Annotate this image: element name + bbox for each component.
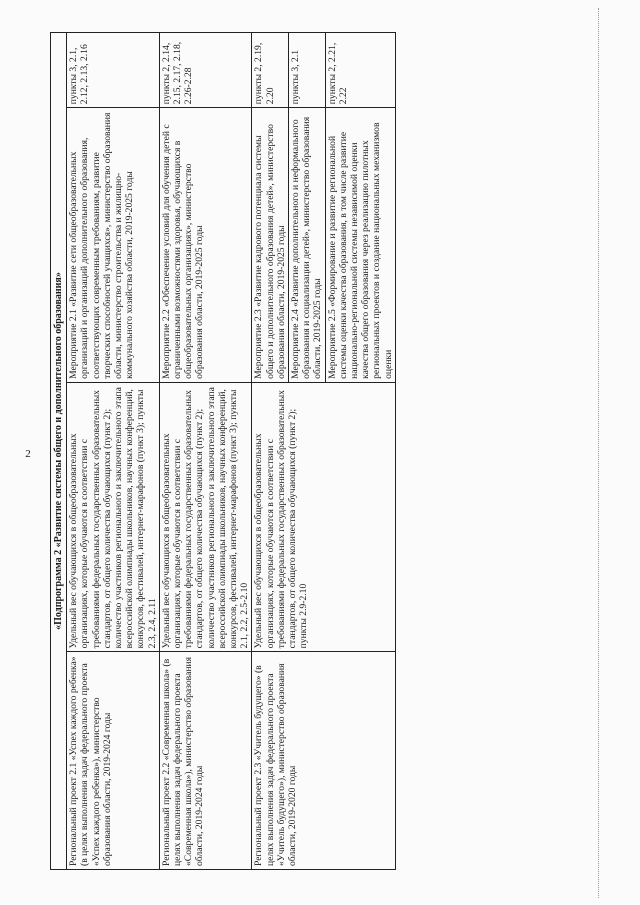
measure-cell: Мероприятие 2.4 «Развитие дополнительного и неформального образования и социализации детей», министерство образования области, 2019-2025 годы xyxy=(289,108,326,383)
measure-cell: Мероприятие 2.3 «Развитие кадрового потенциала системы общего и дополнительного образования детей», министерство образования области, 2019-2025 годы xyxy=(252,108,289,383)
indicators-cell: Удельный вес обучающихся в общеобразовательных организациях, которые обучаются в соответствии с требованиями федеральных государственных образовательных стандартов, от общего количества обучающихся (пункт 2); количество участников регионального и заключительного этапа всероссийской олимпиады школьников, научных конференций, конкурсов, фестивалей, интернет-марафонов (пункт 3); пункты 2.3, 2.4, 2.11 xyxy=(67,382,160,651)
measure-cell: Мероприятие 2.1 «Развитие сети общеобразовательных организаций и организаций дополнительного образования, соответствующих современным требованиям, развитие творческих способностей учащихся», министерство образования области, министерство строительства и жилищно-коммунального хозяйства области, 2019-2025 годы xyxy=(67,108,160,383)
points-cell: пункты 3, 2.1, 2.12, 2.13, 2.16 xyxy=(67,33,160,108)
rotated-content xyxy=(50,32,630,870)
subprogram-header-row xyxy=(51,33,67,870)
points-cell: пункты 2, 2.19, 2.20 xyxy=(252,33,289,108)
table-row xyxy=(67,33,160,870)
points-cell: пункты 3, 2.1 xyxy=(289,33,326,108)
indicators-cell: Удельный вес обучающихся в общеобразовательных организациях, которые обучаются в соответствии с требованиями федеральных государственных образовательных стандартов, от общего количества обучающихся (пункт 2); количество участников регионального и заключительного этапа всероссийской олимпиады школьников, научных конференций, конкурсов, фестивалей, интернет-марафонов (пункт 3); пункты 2.1, 2.2, 2.5-2.10 xyxy=(159,382,252,651)
table-row xyxy=(252,33,289,870)
measure-cell: Мероприятие 2.2 «Обеспечение условий для обучения детей с ограниченными возможностями здоровья, обучающихся в общеобразовательных организациях», министерство образования области, 2019-2025 годы xyxy=(159,108,252,383)
points-cell: пункты 2, 2.14, 2.15, 2.17, 2.18, 2.26-2.28 xyxy=(159,33,252,108)
indicators-cell: Удельный вес обучающихся в общеобразовательных организациях, которые обучаются в соответствии с требованиями федеральных государственных образовательных стандартов, от общего количества обучающихся (пункт 2); пункты 2.9-2.10 xyxy=(252,382,395,651)
measure-cell: Мероприятие 2.5 «Формирование и развитие региональной системы оценки качества образования, в том числе развитие национально-региональной системы независимой оценки качества общего образования через реализацию пилотных региональных проектов и создание национальных механизмов оценки xyxy=(325,108,395,383)
project-cell: Региональный проект 2.3 «Учитель будущего» (в целях выполнения задач федерального проекта «Учитель будущего»), министерство образования области, 2019-2020 годы xyxy=(252,652,395,870)
page-number: 2 xyxy=(25,448,31,460)
project-cell: Региональный проект 2.1 «Успех каждого ребенка» (в целях выполнения задач федерального проекта «Успех каждого ребенка»), министерство образования области, 2019-2024 годы xyxy=(67,652,160,870)
project-cell: Региональный проект 2.2 «Современная школа» (в целях выполнения задач федерального проекта «Современная школа»), министерство образования области, 2019-2024 годы xyxy=(159,652,252,870)
subprogram-title: «Подпрограмма 2 «Развитие системы общего и дополнительного образования» xyxy=(51,33,67,870)
table-row xyxy=(159,33,252,870)
program-table xyxy=(50,32,396,870)
points-cell: пункты 2, 2.21, 2.22 xyxy=(325,33,395,108)
